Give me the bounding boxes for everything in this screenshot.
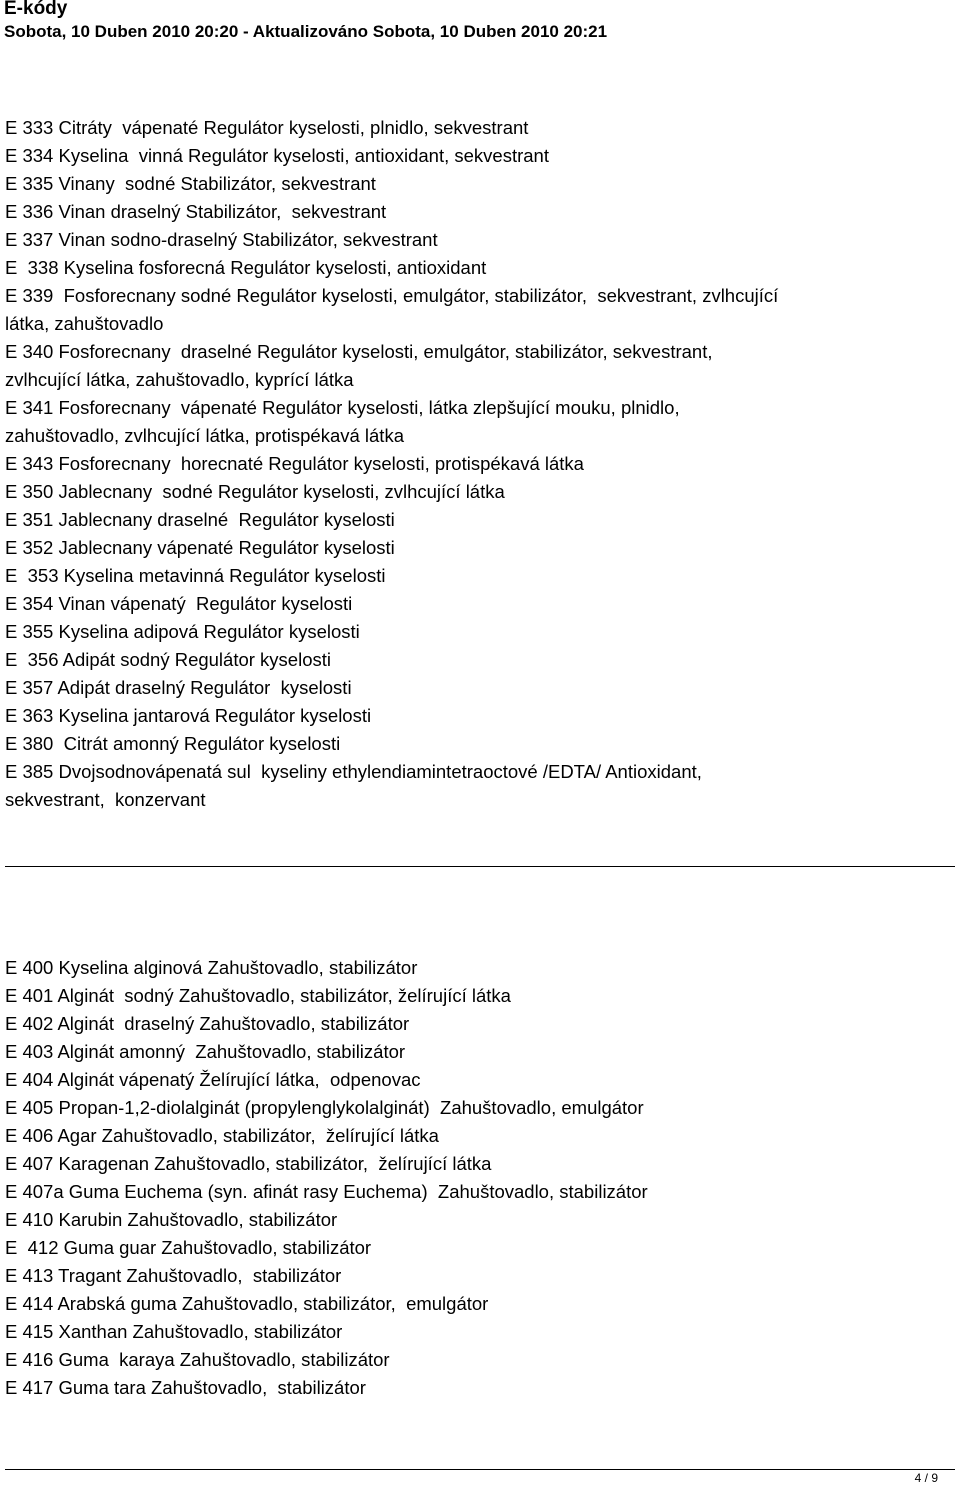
e-code-line: E 401 Alginát sodný Zahuštovadlo, stabilizátor, želírující látka <box>5 985 511 1006</box>
e-code-line: E 352 Jablecnany vápenaté Regulátor kyselosti <box>5 537 395 558</box>
e-code-line: E 334 Kyselina vinná Regulátor kyselosti, antioxidant, sekvestrant <box>5 145 549 166</box>
footer-divider <box>5 1469 955 1470</box>
e-code-line: E 414 Arabská guma Zahuštovadlo, stabilizátor, emulgátor <box>5 1293 489 1314</box>
e-code-line: E 335 Vinany sodné Stabilizátor, sekvestrant <box>5 173 376 194</box>
e-code-line: E 403 Alginát amonný Zahuštovadlo, stabilizátor <box>5 1041 406 1062</box>
e-code-line: E 405 Propan-1,2-diolalginát (propylenglykolalginát) Zahuštovadlo, emulgátor <box>5 1097 644 1118</box>
e-code-line: E 353 Kyselina metavinná Regulátor kyselosti <box>5 565 386 586</box>
page-number: 4 / 9 <box>914 1471 938 1485</box>
e-code-line: E 385 Dvojsodnovápenatá sul kyseliny ethylendiamintetraoctové /EDTA/ Antioxidant, <box>5 761 702 782</box>
e-code-line: E 357 Adipát draselný Regulátor kyselosti <box>5 677 352 698</box>
e-code-line: E 343 Fosforecnany horecnaté Regulátor kyselosti, protispékavá látka <box>5 453 584 474</box>
document-title: E-kódy <box>4 0 68 19</box>
e-code-line: E 355 Kyselina adipová Regulátor kyselosti <box>5 621 360 642</box>
e-codes-list-400s <box>5 954 955 1402</box>
e-code-line: E 400 Kyselina alginová Zahuštovadlo, stabilizátor <box>5 957 418 978</box>
e-code-line: E 350 Jablecnany sodné Regulátor kyselosti, zvlhcující látka <box>5 481 505 502</box>
e-code-line: zvlhcující látka, zahuštovadlo, kyprící látka <box>5 369 354 390</box>
e-code-line: E 336 Vinan draselný Stabilizátor, sekvestrant <box>5 201 387 222</box>
e-code-line: zahuštovadlo, zvlhcující látka, protispékavá látka <box>5 425 404 446</box>
e-code-line: E 412 Guma guar Zahuštovadlo, stabilizátor <box>5 1237 372 1258</box>
e-code-line: E 340 Fosforecnany draselné Regulátor kyselosti, emulgátor, stabilizátor, sekvestrant, <box>5 341 713 362</box>
e-code-line: E 356 Adipát sodný Regulátor kyselosti <box>5 649 331 670</box>
e-code-line: E 417 Guma tara Zahuštovadlo, stabilizátor <box>5 1377 366 1398</box>
e-code-line: E 333 Citráty vápenaté Regulátor kyselosti, plnidlo, sekvestrant <box>5 117 529 138</box>
e-code-line: E 407 Karagenan Zahuštovadlo, stabilizátor, želírující látka <box>5 1153 492 1174</box>
e-code-line: E 410 Karubin Zahuštovadlo, stabilizátor <box>5 1209 338 1230</box>
e-code-line: E 338 Kyselina fosforecná Regulátor kyselosti, antioxidant <box>5 257 487 278</box>
e-code-line: E 341 Fosforecnany vápenaté Regulátor kyselosti, látka zlepšující mouku, plnidlo, <box>5 397 680 418</box>
e-code-line: E 406 Agar Zahuštovadlo, stabilizátor, želírující látka <box>5 1125 439 1146</box>
e-code-line: látka, zahuštovadlo <box>5 313 164 334</box>
e-codes-list-300s <box>5 114 955 814</box>
section-divider <box>5 866 955 867</box>
e-code-line: E 339 Fosforecnany sodné Regulátor kyselosti, emulgátor, stabilizátor, sekvestrant, zvlhcující <box>5 285 779 306</box>
e-code-line: E 402 Alginát draselný Zahuštovadlo, stabilizátor <box>5 1013 410 1034</box>
e-code-line: E 407a Guma Euchema (syn. afinát rasy Euchema) Zahuštovadlo, stabilizátor <box>5 1181 648 1202</box>
e-code-line: E 416 Guma karaya Zahuštovadlo, stabilizátor <box>5 1349 390 1370</box>
e-code-line: E 404 Alginát vápenatý Želírující látka, odpenovac <box>5 1069 421 1090</box>
e-code-line: sekvestrant, konzervant <box>5 789 206 810</box>
e-code-line: E 351 Jablecnany draselné Regulátor kyselosti <box>5 509 395 530</box>
e-code-line: E 415 Xanthan Zahuštovadlo, stabilizátor <box>5 1321 343 1342</box>
e-code-line: E 413 Tragant Zahuštovadlo, stabilizátor <box>5 1265 342 1286</box>
e-code-line: E 337 Vinan sodno-draselný Stabilizátor, sekvestrant <box>5 229 438 250</box>
e-code-line: E 363 Kyselina jantarová Regulátor kyselosti <box>5 705 372 726</box>
e-code-line: E 354 Vinan vápenatý Regulátor kyselosti <box>5 593 353 614</box>
e-code-line: E 380 Citrát amonný Regulátor kyselosti <box>5 733 341 754</box>
document-date-meta: Sobota, 10 Duben 2010 20:20 - Aktualizováno Sobota, 10 Duben 2010 20:21 <box>4 22 608 41</box>
